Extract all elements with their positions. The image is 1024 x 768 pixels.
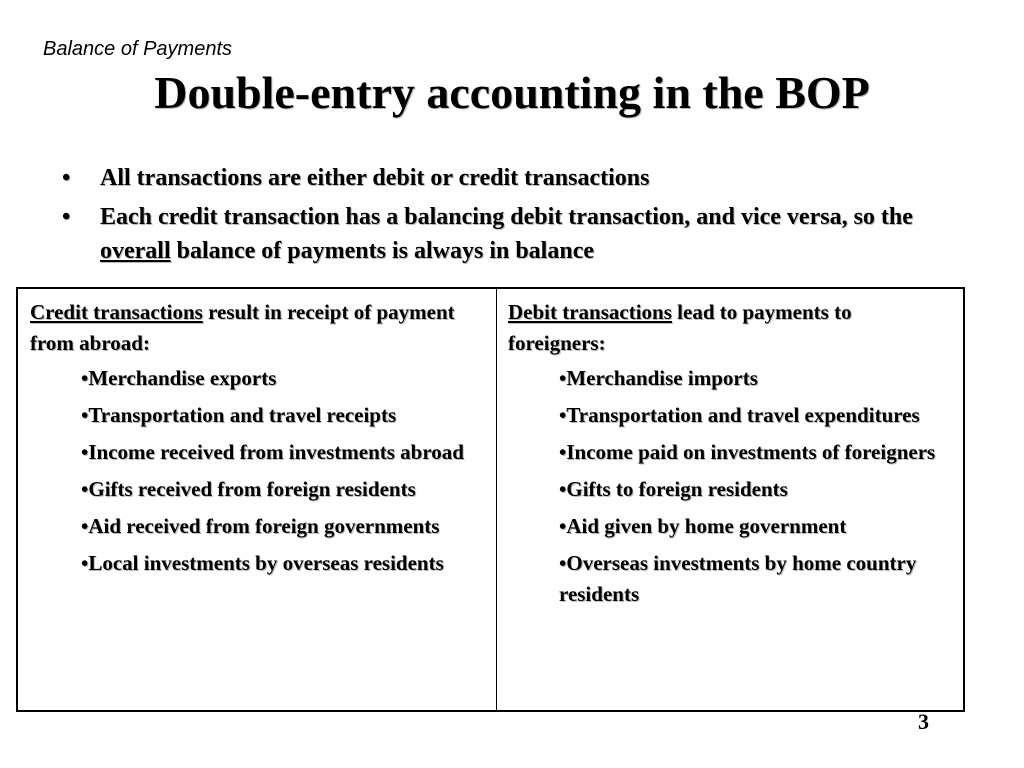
item-marker: •: [559, 440, 567, 464]
credit-heading: [30, 297, 486, 359]
debit-column: [497, 289, 963, 710]
bullet-marker: •: [62, 204, 71, 230]
bullet-text: balance of payments is always in balance: [170, 238, 595, 264]
item-marker: •: [559, 477, 567, 501]
credit-heading-rest: result in receipt of payment from abroad:: [30, 300, 455, 355]
item-text: Gifts received from foreign residents: [88, 477, 416, 501]
list-item: [559, 400, 953, 431]
transactions-table: [16, 287, 965, 712]
page-number: 3: [918, 709, 929, 734]
emphasis-text: overall: [100, 238, 171, 264]
list-item: [559, 437, 953, 468]
list-item: [559, 511, 953, 542]
section-label: Balance of Payments: [43, 38, 232, 60]
item-text: Merchandise exports: [88, 366, 277, 390]
credit-column: [18, 289, 497, 710]
list-item: [559, 363, 953, 394]
debit-heading: [508, 297, 953, 359]
list-item: [81, 400, 486, 431]
item-marker: •: [81, 551, 89, 575]
debit-heading-rest: lead to payments to foreigners:: [508, 300, 852, 355]
item-marker: •: [559, 403, 567, 427]
item-marker: •: [81, 403, 89, 427]
item-text: Local investments by overseas residents: [88, 551, 444, 575]
item-text: Aid given by home government: [566, 514, 847, 538]
item-text: Income paid on investments of foreigners: [566, 440, 936, 464]
bullet-list: [62, 161, 942, 273]
credit-term: Credit transactions: [30, 300, 203, 324]
item-text: Gifts to foreign residents: [566, 477, 788, 501]
item-text: Transportation and travel receipts: [88, 403, 397, 427]
item-marker: •: [559, 551, 567, 575]
item-marker: •: [81, 514, 89, 538]
item-text: Transportation and travel expenditures: [566, 403, 920, 427]
list-item: [81, 548, 486, 579]
item-text: Overseas investments by home country residents: [559, 551, 917, 606]
list-item: [559, 474, 953, 505]
list-item: [559, 548, 953, 610]
list-item: [81, 474, 486, 505]
item-text: Merchandise imports: [566, 366, 758, 390]
credit-item-list: [30, 363, 486, 579]
item-marker: •: [81, 477, 89, 501]
item-text: Income received from investments abroad: [88, 440, 464, 464]
slide-title: Double-entry accounting in the BOP: [154, 67, 870, 118]
debit-item-list: [508, 363, 953, 610]
list-item: [81, 437, 486, 468]
item-text: Aid received from foreign governments: [88, 514, 440, 538]
item-marker: •: [81, 366, 89, 390]
item-marker: •: [559, 366, 567, 390]
list-item: [81, 511, 486, 542]
bullet-marker: •: [62, 165, 71, 191]
list-item: [81, 363, 486, 394]
bullet-item: [62, 161, 942, 195]
bullet-text: All transactions are either debit or credit transactions: [100, 165, 650, 191]
item-marker: •: [559, 514, 567, 538]
bullet-text: Each credit transaction has a balancing debit transaction, and vice versa, so the: [100, 204, 913, 230]
bullet-item: [62, 200, 942, 268]
item-marker: •: [81, 440, 89, 464]
debit-term: Debit transactions: [508, 300, 672, 324]
